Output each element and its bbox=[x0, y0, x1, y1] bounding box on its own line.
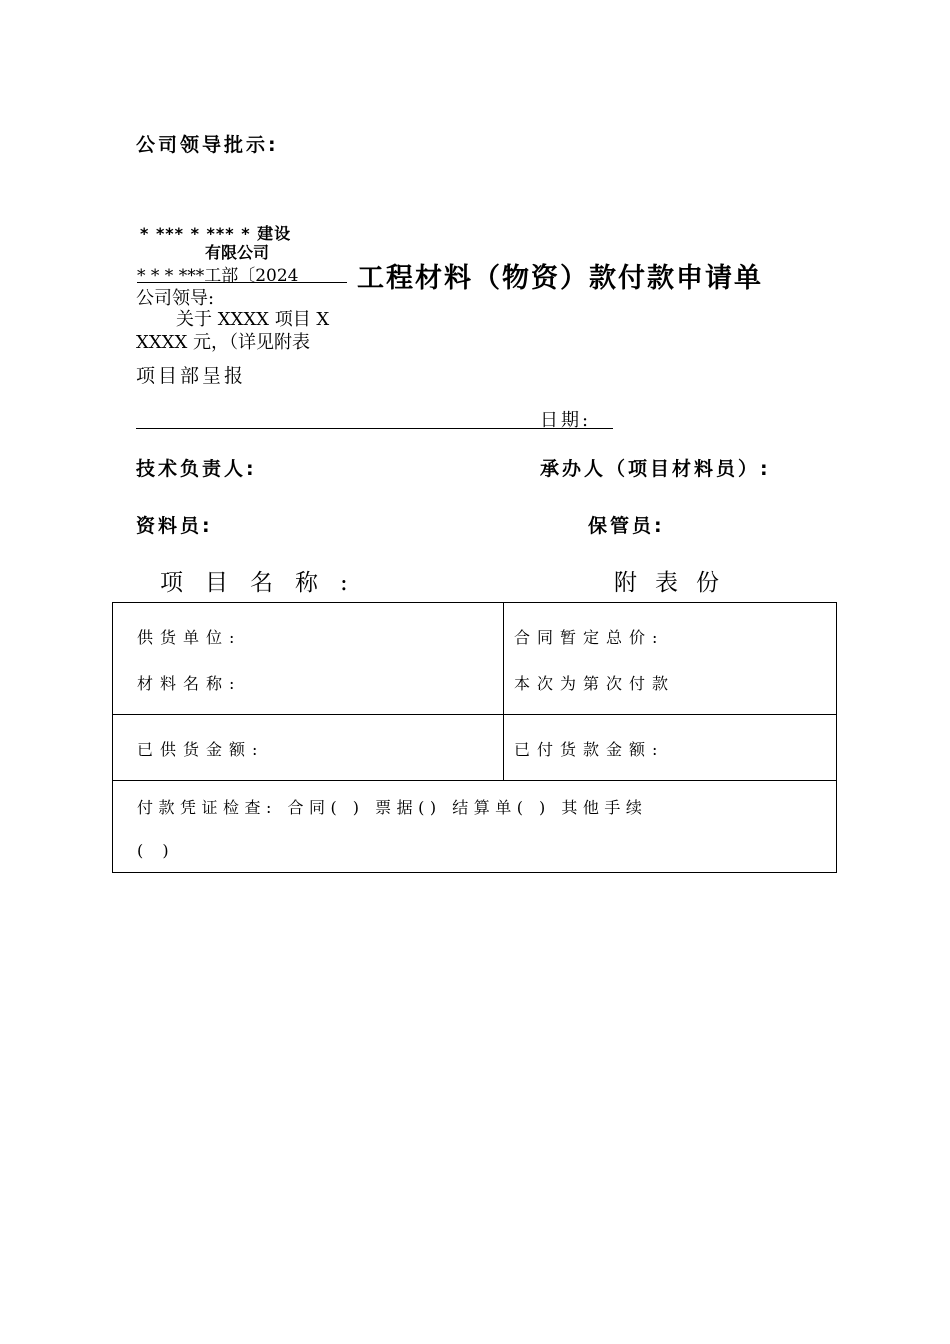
attachment-count-label: 附表份 bbox=[614, 570, 737, 596]
paid-amount-field: 已付货款金额: bbox=[514, 740, 665, 759]
payment-details-table bbox=[112, 602, 837, 873]
table-row-divider bbox=[113, 714, 836, 715]
date-label: 日期: bbox=[540, 410, 592, 431]
form-title: 工程材料（物资）款付款申请单 bbox=[357, 263, 763, 294]
voucher-check-field: 付款凭证检查: 合同( ) 票据() 结算单( ) 其他手续 bbox=[137, 798, 648, 817]
material-name-field: 材料名称: bbox=[137, 674, 242, 693]
letter-body-line1: 关于 XXXX 项目 X bbox=[176, 309, 330, 330]
letter-body-line2: XXXX 元，（详见附表 bbox=[136, 332, 310, 353]
company-name-line2: 有限公司 bbox=[205, 243, 270, 262]
department-document-number: * * * ***工部〔2024 bbox=[137, 266, 299, 286]
supplied-amount-field: 已供货金额: bbox=[137, 740, 265, 759]
leader-approval-label: 公司领导批示: bbox=[136, 134, 279, 156]
supplier-field: 供货单位: bbox=[137, 628, 242, 647]
custodian-label: 保管员: bbox=[588, 515, 665, 537]
handler-label: 承办人（项目材料员）: bbox=[540, 458, 771, 480]
data-clerk-label: 资料员: bbox=[136, 515, 213, 537]
submitted-by: 项目部呈报 bbox=[136, 365, 247, 387]
table-column-divider bbox=[503, 603, 504, 780]
table-row-divider bbox=[113, 780, 836, 781]
contract-price-field: 合同暂定总价: bbox=[514, 628, 665, 647]
voucher-check-other: ( ) bbox=[137, 841, 176, 860]
payment-number-field: 本次为第次付款 bbox=[514, 674, 676, 693]
project-name-label: 项目名称: bbox=[160, 570, 370, 596]
letter-greeting: 公司领导: bbox=[136, 288, 215, 309]
department-underline bbox=[137, 282, 347, 283]
tech-lead-label: 技术负责人: bbox=[136, 458, 257, 480]
company-name-line1: * *** * *** * 建设 bbox=[140, 224, 292, 243]
